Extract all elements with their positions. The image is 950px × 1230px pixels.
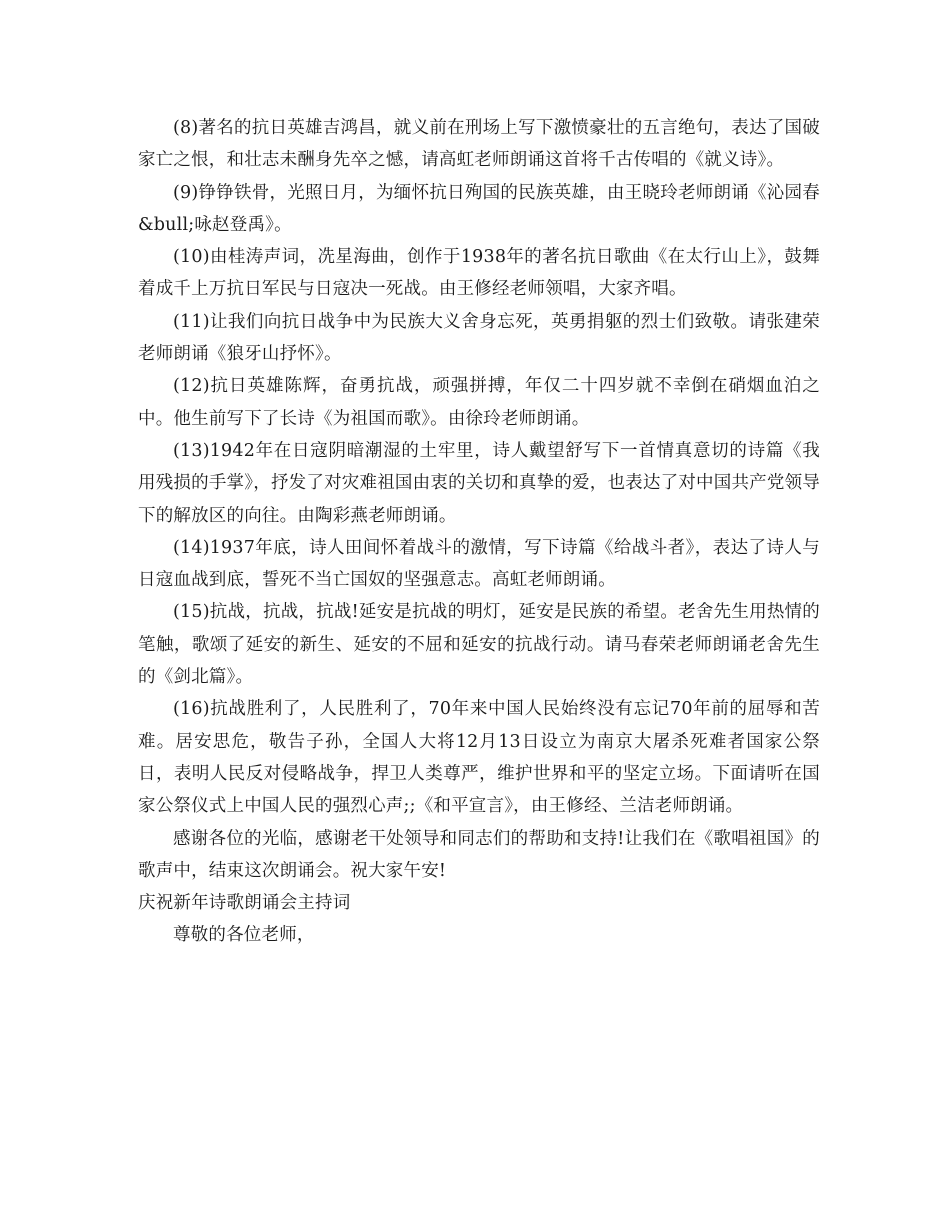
paragraph-15: (15)抗战，抗战，抗战!延安是抗战的明灯，延安是民族的希望。老舍先生用热情的笔触，歌颂了延安的新生、延安的不屈和延安的抗战行动。请马春荣老师朗诵老舍先生的《剑北篇》。	[138, 602, 820, 688]
paragraph-12: (12)抗日英雄陈辉，奋勇抗战，顽强拼搏，年仅二十四岁就不幸倒在硝烟血泊之中。他生前写下了长诗《为祖国而歌》。由徐玲老师朗诵。	[138, 376, 820, 429]
paragraph-14: (14)1937年底，诗人田间怀着战斗的激情，写下诗篇《给战斗者》，表达了诗人与日寇血战到底，誓死不当亡国奴的坚强意志。高虹老师朗诵。	[138, 537, 820, 591]
document-page	[138, 112, 820, 952]
paragraph-8: (8)著名的抗日英雄吉鸿昌，就义前在刑场上写下激愤豪壮的五言绝句，表达了国破家亡之恨，和壮志未酬身先卒之憾，请高虹老师朗诵这首将千古传唱的《就义诗》。	[138, 118, 820, 171]
section-title: 庆祝新年诗歌朗诵会主持词	[138, 893, 351, 914]
greeting-line: 尊敬的各位老师，	[173, 925, 315, 946]
closing-paragraph: 感谢各位的光临，感谢老干处领导和同志们的帮助和支持!让我们在《歌唱祖国》的歌声中，结束这次朗诵会。祝大家午安!	[138, 828, 820, 881]
paragraph-10: (10)由桂涛声词，冼星海曲，创作于1938年的著名抗日歌曲《在太行山上》，鼓舞着成千上万抗日军民与日寇决一死战。由王修经老师领唱，大家齐唱。	[138, 247, 820, 300]
paragraph-9: (9)铮铮铁骨，光照日月，为缅怀抗日殉国的民族英雄，由王晓玲老师朗诵《沁园春&bull;咏赵登禹》。	[138, 182, 820, 235]
paragraph-13: (13)1942年在日寇阴暗潮湿的土牢里，诗人戴望舒写下一首情真意切的诗篇《我用残损的手掌》，抒发了对灾难祖国由衷的关切和真挚的爱，也表达了对中国共产党领导下的解放区的向往。由陶彩燕老师朗诵。	[138, 440, 820, 526]
paragraph-11: (11)让我们向抗日战争中为民族大义舍身忘死，英勇捐躯的烈士们致敬。请张建荣老师朗诵《狼牙山抒怀》。	[138, 311, 820, 365]
paragraph-16: (16)抗战胜利了，人民胜利了，70年来中国人民始终没有忘记70年前的屈辱和苦难。居安思危，敬告子孙，全国人大将12月13日设立为南京大屠杀死难者国家公祭日，表明人民反对侵略战争，捍卫人类尊严，维护世界和平的坚定立场。下面请听在国家公祭仪式上中国人民的强烈心声;;《和平宣言》，由王修经、兰洁老师朗诵。	[138, 699, 820, 817]
